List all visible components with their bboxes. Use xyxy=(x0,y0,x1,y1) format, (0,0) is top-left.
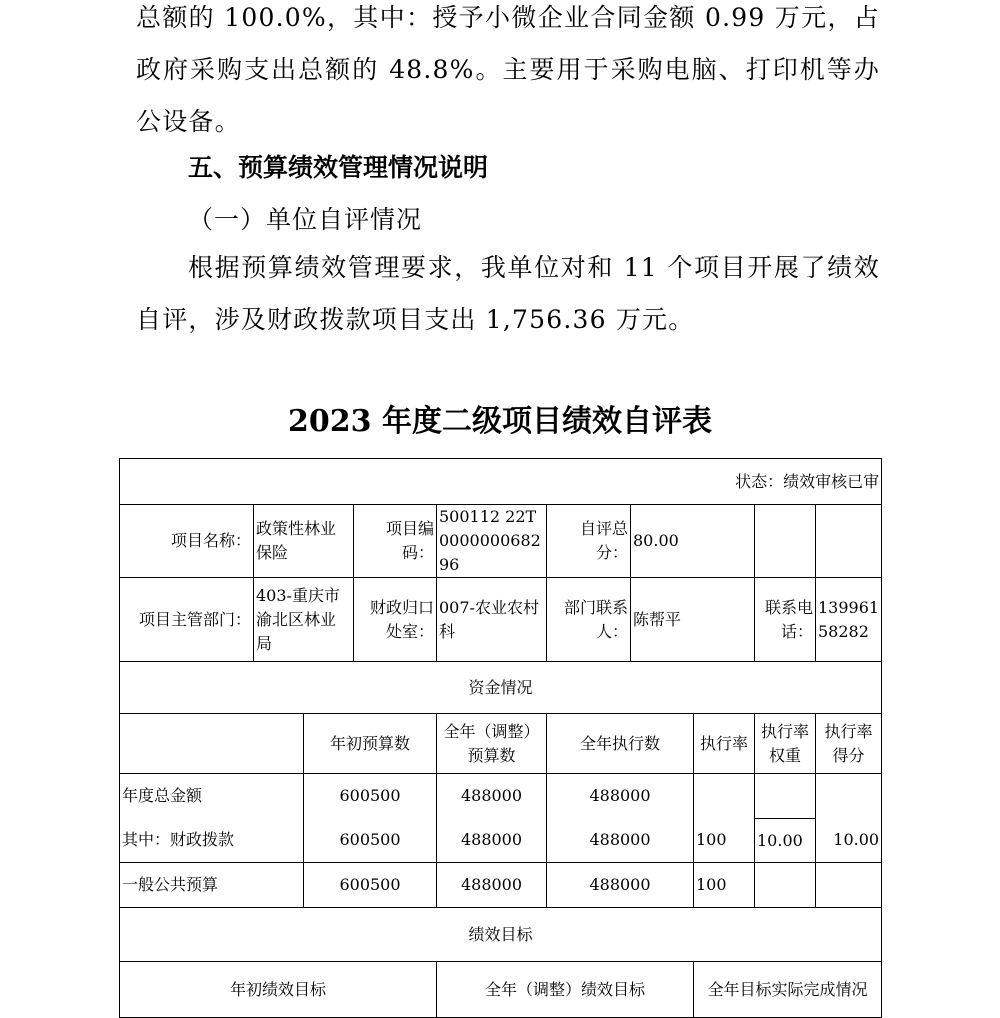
row-initial: 600500 xyxy=(304,819,437,863)
row-score xyxy=(816,863,882,908)
col-adjusted-budget: 全年（调整）预算数 xyxy=(437,714,547,774)
project-name-label: 项目名称： xyxy=(120,505,254,578)
contact-value: 陈帮平 xyxy=(631,578,755,662)
row-weight: 10.00 xyxy=(755,819,816,863)
subsection-heading: （一）单位自评情况 xyxy=(188,205,423,234)
row-name: 一般公共预算 xyxy=(120,863,304,908)
row-rate xyxy=(694,774,755,819)
empty-cell xyxy=(816,505,882,578)
dept-label: 项目主管部门： xyxy=(120,578,254,662)
project-code-value: 500112 22T000000068296 xyxy=(437,505,547,578)
paragraph-procurement: 总额的 100.0%，其中：授予小微企业合同金额 0.99 万元，占政府采购支出总额的 48.8%。主要用于采购电脑、打印机等办公设备。 xyxy=(136,3,880,136)
row-name: 其中：财政拨款 xyxy=(120,819,304,863)
self-score-label: 自评总分： xyxy=(547,505,631,578)
col-score: 执行率得分 xyxy=(816,714,882,774)
dept-value: 403-重庆市渝北区林业局 xyxy=(254,578,354,662)
table-title: 2023 年度二级项目绩效自评表 xyxy=(288,404,712,439)
row-score xyxy=(816,774,882,819)
empty-cell xyxy=(755,505,816,578)
row-executed: 488000 xyxy=(547,774,694,819)
project-code-label: 项目编码： xyxy=(354,505,437,578)
row-adjusted: 488000 xyxy=(437,863,547,908)
row-executed: 488000 xyxy=(547,819,694,863)
status-cell: 状态：绩效审核已审 xyxy=(120,459,882,505)
row-score: 10.00 xyxy=(816,819,882,863)
col-weight: 执行率权重 xyxy=(755,714,816,774)
row-executed: 488000 xyxy=(547,863,694,908)
self-score-value: 80.00 xyxy=(631,505,755,578)
fin-office-value: 007-农业农村科 xyxy=(437,578,547,662)
section-heading: 五、预算绩效管理情况说明 xyxy=(188,153,489,182)
row-rate: 100 xyxy=(694,819,755,863)
col-executed: 全年执行数 xyxy=(547,714,694,774)
fin-office-label: 财政归口处室： xyxy=(354,578,437,662)
row-rate: 100 xyxy=(694,863,755,908)
row-adjusted: 488000 xyxy=(437,819,547,863)
col-rate: 执行率 xyxy=(694,714,755,774)
row-weight xyxy=(755,774,816,819)
performance-header: 绩效目标 xyxy=(120,908,882,962)
paragraph-self-evaluation: 根据预算绩效管理要求，我单位对和 11 个项目开展了绩效自评，涉及财政拨款项目支出 1,756.36 万元。 xyxy=(136,253,880,334)
contact-label: 部门联系人： xyxy=(547,578,631,662)
phone-value: 13996158282 xyxy=(816,578,882,662)
row-initial: 600500 xyxy=(304,863,437,908)
row-initial: 600500 xyxy=(304,774,437,819)
project-name-value: 政策性林业保险 xyxy=(254,505,354,578)
row-weight xyxy=(755,863,816,908)
performance-evaluation-table xyxy=(119,458,882,1018)
perf-initial-target: 年初绩效目标 xyxy=(120,962,437,1018)
perf-actual-completion: 全年目标实际完成情况 xyxy=(694,962,882,1018)
perf-adjusted-target: 全年（调整）绩效目标 xyxy=(437,962,694,1018)
funds-header: 资金情况 xyxy=(120,662,882,714)
empty-cell xyxy=(120,714,304,774)
col-initial-budget: 年初预算数 xyxy=(304,714,437,774)
row-adjusted: 488000 xyxy=(437,774,547,819)
phone-label: 联系电话： xyxy=(755,578,816,662)
row-name: 年度总金额 xyxy=(120,774,304,819)
